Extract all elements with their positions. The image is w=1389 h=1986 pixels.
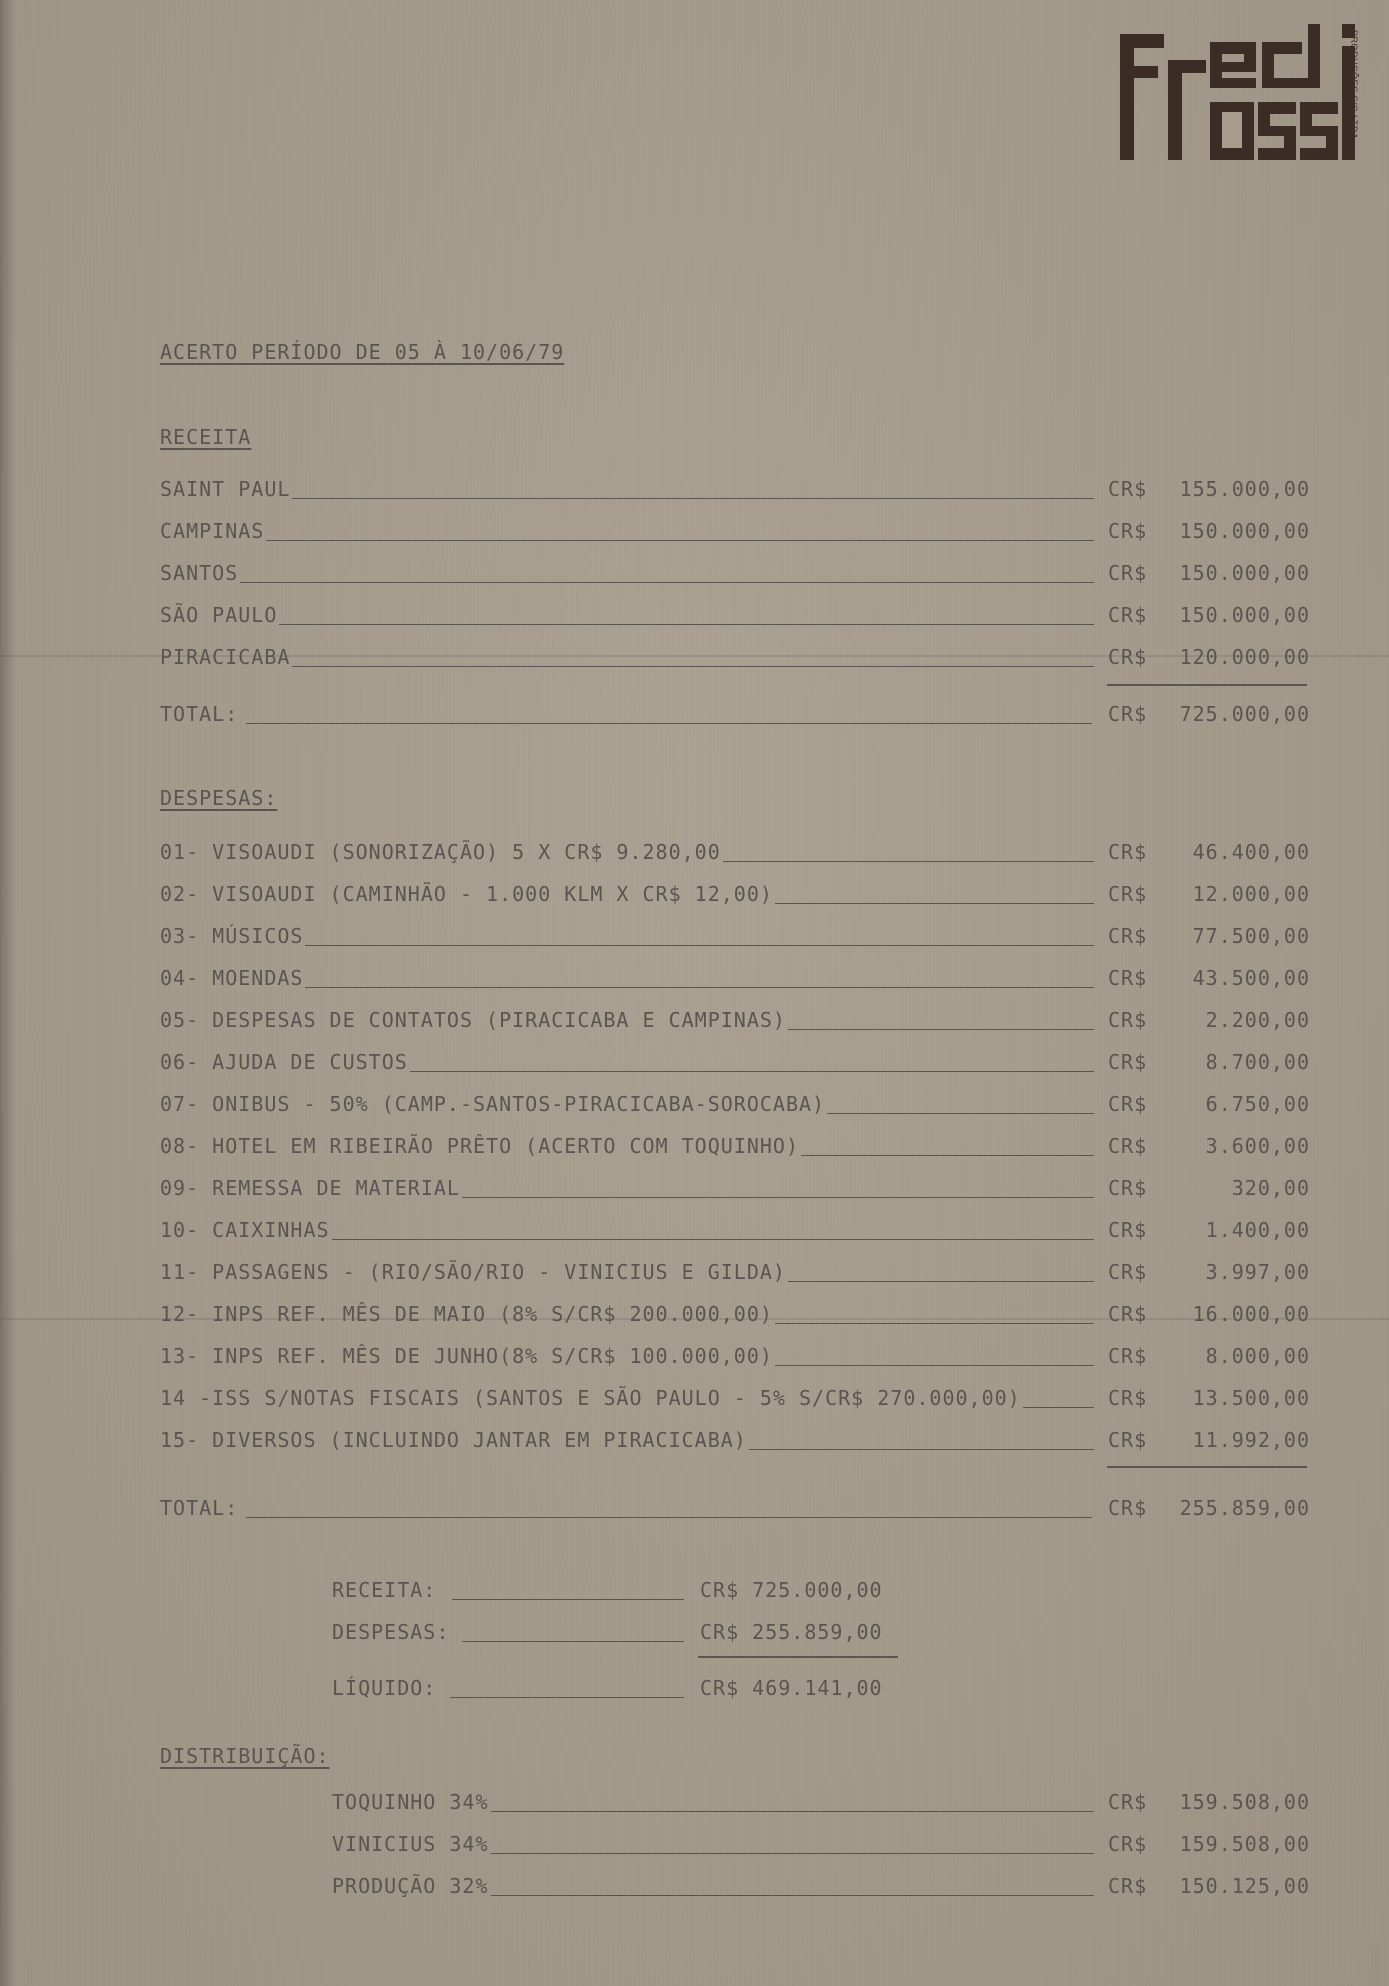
receita-item-currency: CR$ xyxy=(1108,603,1148,627)
leader-line xyxy=(266,540,1094,541)
distribuicao-item-currency: CR$ xyxy=(1108,1874,1148,1898)
despesa-item-row xyxy=(160,1218,1310,1244)
receita-item-label: CAMPINAS xyxy=(160,519,265,543)
logo-subtitle: PRODUÇÕES S/C LTDA. xyxy=(1349,30,1359,143)
despesa-item-row xyxy=(160,840,1310,866)
despesas-total-label: TOTAL: xyxy=(160,1496,239,1520)
distribuicao-item-label: VINICIUS 34% xyxy=(332,1832,489,1856)
despesa-item-row xyxy=(160,1386,1310,1412)
leader-line xyxy=(1023,1407,1094,1408)
leader-line xyxy=(723,861,1094,862)
despesa-item-currency: CR$ xyxy=(1108,1344,1148,1368)
despesa-item-row xyxy=(160,1008,1310,1034)
receita-item-amount: 155.000,00 xyxy=(1179,477,1310,501)
receita-item-amount: 120.000,00 xyxy=(1179,645,1310,669)
leader-line xyxy=(410,1071,1094,1072)
despesa-item-currency: CR$ xyxy=(1108,1428,1148,1452)
receita-item-label: PIRACICABA xyxy=(160,645,291,669)
resumo-liquido-row xyxy=(332,1676,902,1702)
despesa-item-currency: CR$ xyxy=(1108,966,1148,990)
resumo-liquido-label: LÍQUIDO: xyxy=(332,1676,437,1700)
despesa-item-currency: CR$ xyxy=(1108,924,1148,948)
despesa-item-amount: 320,00 xyxy=(1231,1176,1310,1200)
leader-line xyxy=(240,582,1094,583)
despesa-item-amount: 2.200,00 xyxy=(1205,1008,1310,1032)
leader-line xyxy=(292,666,1094,667)
leader-line xyxy=(788,1281,1094,1282)
receita-item-amount: 150.000,00 xyxy=(1179,561,1310,585)
leader-line xyxy=(450,1697,684,1698)
receita-item-row xyxy=(160,603,1310,629)
resumo-receita-row xyxy=(332,1578,902,1604)
leader-line xyxy=(749,1449,1094,1450)
receita-total-amount: 725.000,00 xyxy=(1179,702,1310,726)
leader-line xyxy=(827,1113,1094,1114)
despesa-item-row xyxy=(160,1050,1310,1076)
leader-line xyxy=(279,624,1094,625)
leader-line xyxy=(332,1239,1094,1240)
despesa-item-amount: 8.700,00 xyxy=(1205,1050,1310,1074)
despesa-item-row xyxy=(160,924,1310,950)
distribuicao-item-row xyxy=(332,1874,1310,1900)
despesa-item-amount: 1.400,00 xyxy=(1205,1218,1310,1242)
receita-item-row xyxy=(160,561,1310,587)
despesa-item-currency: CR$ xyxy=(1108,1302,1148,1326)
despesas-total-row xyxy=(160,1496,1310,1522)
despesa-item-row xyxy=(160,1428,1310,1454)
despesa-item-currency: CR$ xyxy=(1108,1008,1148,1032)
despesa-item-currency: CR$ xyxy=(1108,1050,1148,1074)
despesa-item-label: 10- CAIXINHAS xyxy=(160,1218,330,1242)
despesa-item-row xyxy=(160,1302,1310,1328)
despesa-item-label: 07- ONIBUS - 50% (CAMP.-SANTOS-PIRACICABA-SOROCABA) xyxy=(160,1092,826,1116)
despesa-item-currency: CR$ xyxy=(1108,840,1148,864)
despesa-item-row xyxy=(160,1134,1310,1160)
distribuicao-item-amount: 159.508,00 xyxy=(1179,1790,1310,1814)
leader-line xyxy=(246,723,1092,724)
document-title: ACERTO PERÍODO DE 05 À 10/06/79 xyxy=(160,340,565,364)
leader-line xyxy=(801,1155,1094,1156)
despesa-item-label: 12- INPS REF. MÊS DE MAIO (8% S/CR$ 200.000,00) xyxy=(160,1302,773,1326)
despesa-item-currency: CR$ xyxy=(1108,1218,1148,1242)
leader-line xyxy=(305,945,1094,946)
leader-line xyxy=(246,1517,1092,1518)
distribuicao-item-row xyxy=(332,1790,1310,1816)
leader-line xyxy=(788,1029,1094,1030)
despesa-item-amount: 13.500,00 xyxy=(1192,1386,1310,1410)
despesa-item-amount: 11.992,00 xyxy=(1192,1428,1310,1452)
despesa-item-amount: 77.500,00 xyxy=(1192,924,1310,948)
resumo-despesas-value: CR$ 255.859,00 xyxy=(700,1620,883,1644)
receita-item-currency: CR$ xyxy=(1108,477,1148,501)
despesa-item-label: 04- MOENDAS xyxy=(160,966,304,990)
leader-line xyxy=(491,1811,1094,1812)
resumo-receita-value: CR$ 725.000,00 xyxy=(700,1578,883,1602)
receita-item-row xyxy=(160,477,1310,503)
leader-line xyxy=(491,1853,1094,1854)
despesa-item-currency: CR$ xyxy=(1108,1176,1148,1200)
leader-line xyxy=(775,1365,1094,1366)
receita-item-amount: 150.000,00 xyxy=(1179,603,1310,627)
despesa-item-amount: 6.750,00 xyxy=(1205,1092,1310,1116)
resumo-rule xyxy=(698,1656,898,1658)
despesa-item-currency: CR$ xyxy=(1108,1260,1148,1284)
despesa-item-row xyxy=(160,1344,1310,1370)
despesa-item-row xyxy=(160,966,1310,992)
resumo-receita-label: RECEITA: xyxy=(332,1578,437,1602)
leader-line xyxy=(305,987,1094,988)
despesas-heading: DESPESAS: xyxy=(160,786,278,810)
leader-line xyxy=(462,1197,1094,1198)
despesa-item-amount: 43.500,00 xyxy=(1192,966,1310,990)
despesa-item-amount: 3.997,00 xyxy=(1205,1260,1310,1284)
leader-line xyxy=(775,903,1094,904)
despesa-item-label: 13- INPS REF. MÊS DE JUNHO(8% S/CR$ 100.000,00) xyxy=(160,1344,773,1368)
leader-line xyxy=(292,498,1094,499)
despesa-item-row xyxy=(160,1176,1310,1202)
receita-item-label: SÃO PAULO xyxy=(160,603,278,627)
despesas-total-rule xyxy=(1107,1466,1307,1468)
leader-line xyxy=(462,1641,684,1642)
despesa-item-label: 01- VISOAUDI (SONORIZAÇÃO) 5 X CR$ 9.280,00 xyxy=(160,840,721,864)
resumo-despesas-label: DESPESAS: xyxy=(332,1620,450,1644)
receita-item-row xyxy=(160,645,1310,671)
despesa-item-amount: 3.600,00 xyxy=(1205,1134,1310,1158)
despesa-item-currency: CR$ xyxy=(1108,1134,1148,1158)
despesa-item-label: 08- HOTEL EM RIBEIRÃO PRÊTO (ACERTO COM TOQUINHO) xyxy=(160,1134,800,1158)
resumo-liquido-value: CR$ 469.141,00 xyxy=(700,1676,883,1700)
despesa-item-label: 02- VISOAUDI (CAMINHÃO - 1.000 KLM X CR$ 12,00) xyxy=(160,882,773,906)
distribuicao-item-currency: CR$ xyxy=(1108,1790,1148,1814)
distribuicao-heading: DISTRIBUIÇÃO: xyxy=(160,1744,330,1768)
distribuicao-item-label: PRODUÇÃO 32% xyxy=(332,1874,489,1898)
receita-total-rule xyxy=(1107,684,1307,686)
despesa-item-amount: 16.000,00 xyxy=(1192,1302,1310,1326)
despesa-item-row xyxy=(160,882,1310,908)
receita-item-currency: CR$ xyxy=(1108,519,1148,543)
despesa-item-row xyxy=(160,1092,1310,1118)
leader-line xyxy=(452,1599,684,1600)
despesa-item-amount: 12.000,00 xyxy=(1192,882,1310,906)
despesas-total-amount: 255.859,00 xyxy=(1179,1496,1310,1520)
despesa-item-currency: CR$ xyxy=(1108,882,1148,906)
receita-item-label: SANTOS xyxy=(160,561,239,585)
despesa-item-label: 11- PASSAGENS - (RIO/SÃO/RIO - VINICIUS E GILDA) xyxy=(160,1260,786,1284)
receita-item-row xyxy=(160,519,1310,545)
despesa-item-label: 09- REMESSA DE MATERIAL xyxy=(160,1176,460,1200)
fred-rossi-logo-icon xyxy=(1118,22,1358,167)
despesa-item-row xyxy=(160,1260,1310,1286)
leader-line xyxy=(491,1895,1094,1896)
despesa-item-label: 05- DESPESAS DE CONTATOS (PIRACICABA E CAMPINAS) xyxy=(160,1008,786,1032)
receita-item-currency: CR$ xyxy=(1108,561,1148,585)
leader-line xyxy=(775,1323,1094,1324)
resumo-despesas-row xyxy=(332,1620,902,1646)
distribuicao-item-row xyxy=(332,1832,1310,1858)
receita-item-currency: CR$ xyxy=(1108,645,1148,669)
despesa-item-currency: CR$ xyxy=(1108,1092,1148,1116)
receita-heading: RECEITA xyxy=(160,425,252,449)
receita-total-label: TOTAL: xyxy=(160,702,239,726)
distribuicao-item-amount: 150.125,00 xyxy=(1179,1874,1310,1898)
despesa-item-amount: 46.400,00 xyxy=(1192,840,1310,864)
distribuicao-item-label: TOQUINHO 34% xyxy=(332,1790,489,1814)
despesa-item-label: 06- AJUDA DE CUSTOS xyxy=(160,1050,408,1074)
despesa-item-label: 15- DIVERSOS (INCLUINDO JANTAR EM PIRACICABA) xyxy=(160,1428,747,1452)
despesa-item-amount: 8.000,00 xyxy=(1205,1344,1310,1368)
paper-edge xyxy=(0,0,16,1986)
distribuicao-item-currency: CR$ xyxy=(1108,1832,1148,1856)
despesa-item-currency: CR$ xyxy=(1108,1386,1148,1410)
despesa-item-label: 03- MÚSICOS xyxy=(160,924,304,948)
despesa-item-label: 14 -ISS S/NOTAS FISCAIS (SANTOS E SÃO PAULO - 5% S/CR$ 270.000,00) xyxy=(160,1386,1021,1410)
receita-item-label: SAINT PAUL xyxy=(160,477,291,501)
receita-total-row xyxy=(160,702,1310,728)
despesas-total-currency: CR$ xyxy=(1108,1496,1148,1520)
distribuicao-item-amount: 159.508,00 xyxy=(1179,1832,1310,1856)
receita-total-currency: CR$ xyxy=(1108,702,1148,726)
company-logo xyxy=(1118,22,1358,167)
receita-item-amount: 150.000,00 xyxy=(1179,519,1310,543)
